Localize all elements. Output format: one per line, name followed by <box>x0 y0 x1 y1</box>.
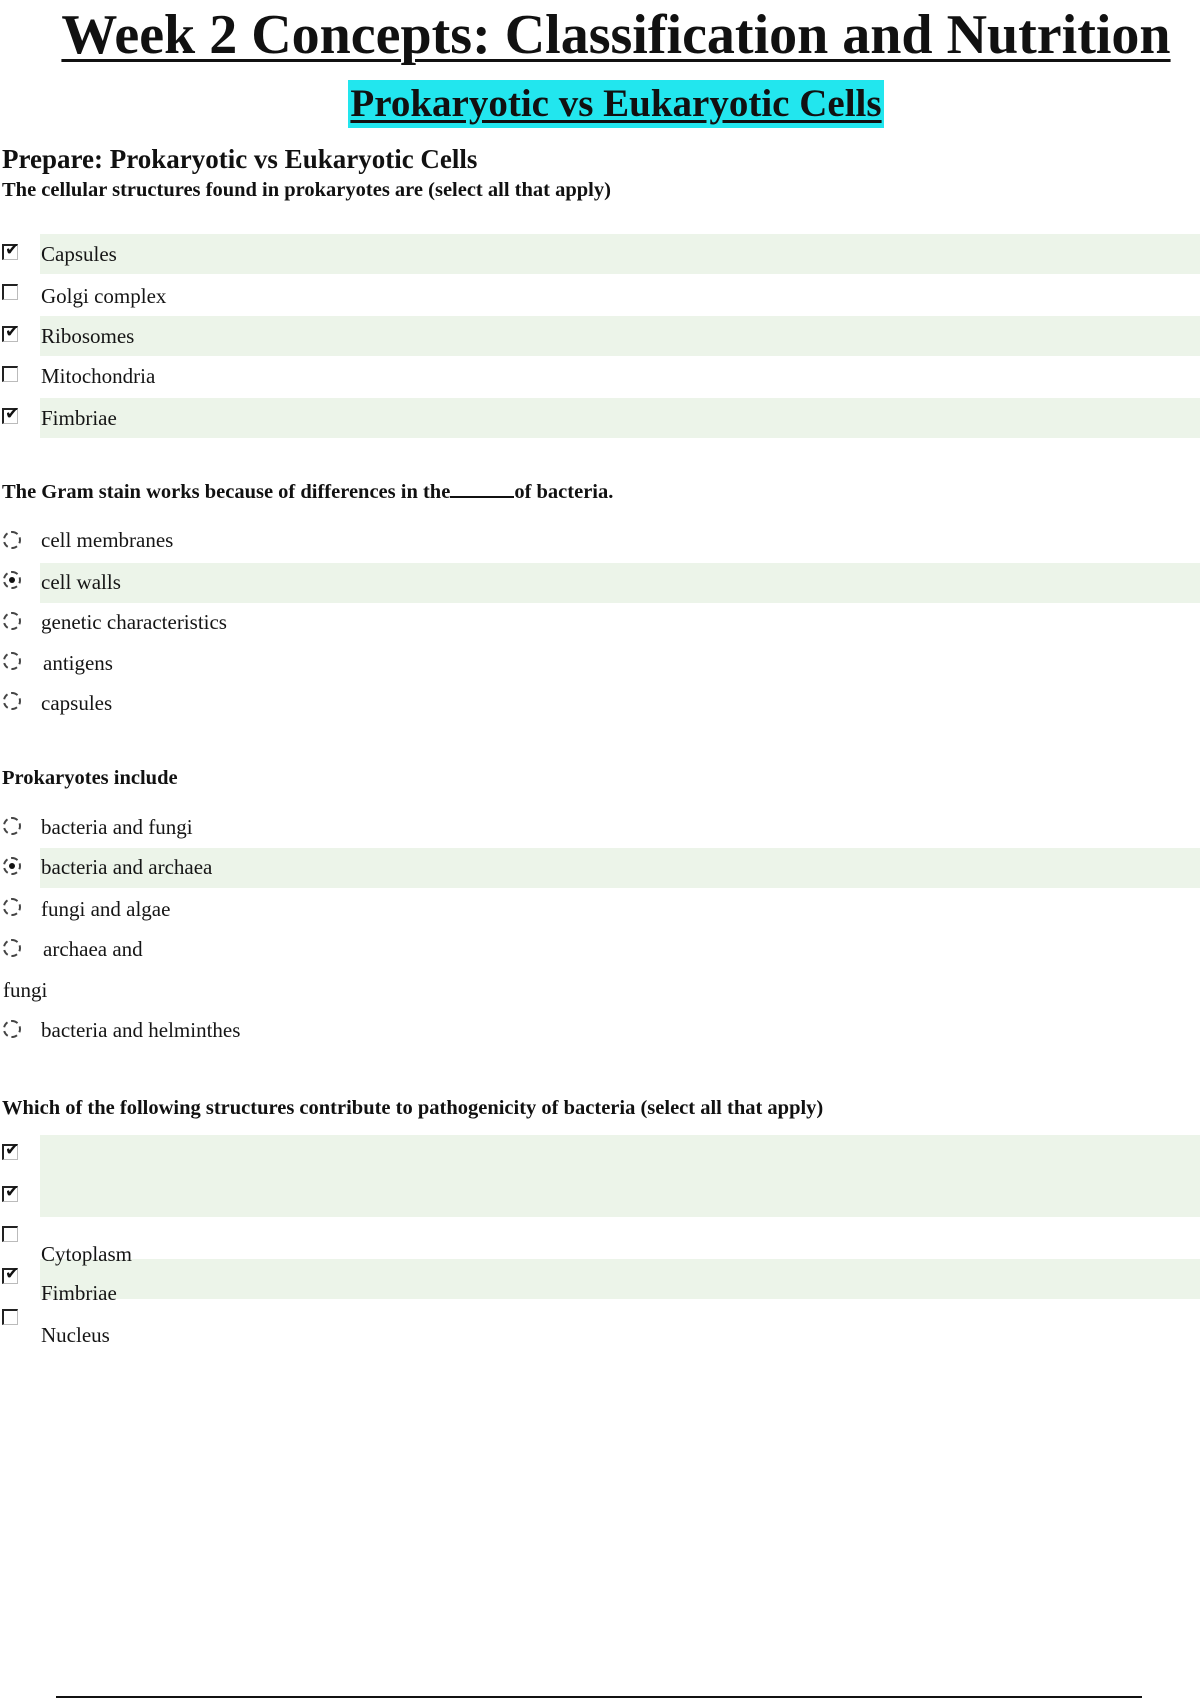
subtitle-wrap <box>0 80 1200 128</box>
radio-cell-membranes[interactable] <box>3 531 21 549</box>
selected-row-highlight <box>40 398 1200 438</box>
checkbox-capsules[interactable] <box>2 240 20 260</box>
question-4-prompt: Which of the following structures contribute to pathogenicity of bacteria (select all that apply) <box>2 1097 824 1119</box>
option-label: cell walls <box>41 570 121 594</box>
option-label: Fimbriae <box>41 1281 117 1305</box>
question-1-prompt: The cellular structures found in prokaryotes are (select all that apply) <box>2 179 611 201</box>
checkbox-cytoplasm[interactable] <box>2 1226 18 1242</box>
selected-row-highlight <box>40 848 1200 888</box>
check-mark-icon: ✔ <box>5 404 20 424</box>
checkbox-mitochondria[interactable] <box>2 366 18 382</box>
radio-archaea-and-fungi[interactable] <box>3 939 21 957</box>
option-label: antigens <box>43 651 113 675</box>
selected-row-highlight <box>40 316 1200 356</box>
radio-cell-walls[interactable] <box>3 571 21 589</box>
option-label: bacteria and fungi <box>41 815 193 839</box>
option-label: fungi and algae <box>41 897 171 921</box>
radio-selected-dot <box>9 863 15 869</box>
check-mark-icon: ✔ <box>5 1264 20 1284</box>
check-mark-icon: ✔ <box>5 322 20 342</box>
checkbox-fimbriae-pathogenicity[interactable] <box>2 1264 20 1284</box>
checkbox-nucleus[interactable] <box>2 1309 18 1325</box>
selected-row-highlight <box>40 563 1200 603</box>
option-label: Golgi complex <box>41 284 167 308</box>
question-2-prompt-start: The Gram stain works because of differences in the <box>2 481 451 503</box>
radio-bacteria-and-fungi[interactable] <box>3 817 21 835</box>
option-label: bacteria and archaea <box>41 855 213 879</box>
option-label: genetic characteristics <box>41 610 227 634</box>
checkbox-ribosomes[interactable] <box>2 322 20 342</box>
question-2-prompt-end: of bacteria. <box>514 481 614 503</box>
footer-rule <box>56 1696 1142 1698</box>
option-label: Cytoplasm <box>41 1242 133 1266</box>
radio-selected-dot <box>9 577 15 583</box>
fill-in-blank <box>450 478 514 498</box>
selected-row-highlight <box>40 234 1200 274</box>
checkbox-option-1[interactable] <box>2 1140 20 1160</box>
section-heading: Prepare: Prokaryotic vs Eukaryotic Cells <box>2 144 478 174</box>
option-label: Mitochondria <box>41 364 156 388</box>
subtitle-highlighted: Prokaryotic vs Eukaryotic Cells <box>348 80 883 128</box>
checkbox-golgi-complex[interactable] <box>2 284 18 300</box>
option-label-wrap: fungi <box>3 978 48 1002</box>
option-label: Nucleus <box>41 1323 110 1347</box>
check-mark-icon: ✔ <box>5 1140 20 1160</box>
checkbox-fimbriae[interactable] <box>2 404 20 424</box>
option-label: bacteria and helminthes <box>41 1018 241 1042</box>
option-label: capsules <box>41 691 113 715</box>
checkbox-option-2[interactable] <box>2 1182 20 1202</box>
question-3-prompt: Prokaryotes include <box>2 767 178 789</box>
radio-capsules[interactable] <box>3 692 21 710</box>
question-2-prompt <box>2 478 613 506</box>
radio-antigens[interactable] <box>3 652 21 670</box>
selected-row-highlight <box>40 1259 1200 1299</box>
option-label: archaea and <box>43 937 143 961</box>
radio-bacteria-and-helminthes[interactable] <box>3 1020 21 1038</box>
radio-genetic-characteristics[interactable] <box>3 612 21 630</box>
radio-bacteria-and-archaea[interactable] <box>3 857 21 875</box>
selected-row-highlight <box>40 1135 1200 1217</box>
radio-fungi-and-algae[interactable] <box>3 898 21 916</box>
option-label: cell membranes <box>41 528 174 552</box>
option-label: Ribosomes <box>41 324 135 348</box>
page-title: Week 2 Concepts: Classification and Nutrition <box>61 4 1171 66</box>
option-label: Fimbriae <box>41 406 117 430</box>
check-mark-icon: ✔ <box>5 240 20 260</box>
check-mark-icon: ✔ <box>5 1182 20 1202</box>
option-label: Capsules <box>41 242 117 266</box>
